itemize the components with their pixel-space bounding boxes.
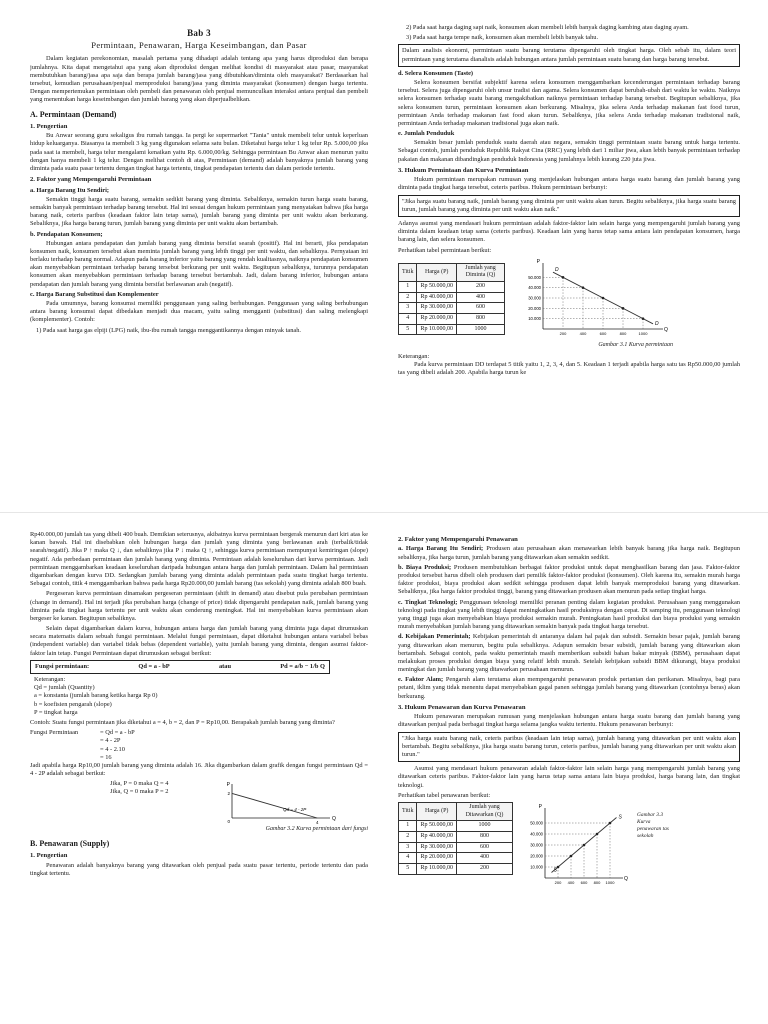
data-point bbox=[583, 844, 586, 847]
supply-factor-text: Kebijakan pemerintah di antaranya dalam hal pajak dan subsidi. Semakin besar pajak, jumlah barang yang ditawarkan akan menurun, begitu pula sebaliknya. Adapun semakin besar subsidi, jumlah barang yang ditawarkan akan bertambah. Sebagai contoh, pada waktu pemerintah masih memberikan subsidi bahan bakar minyak (BBM), perusahaan dapat melakukan proses produksi dengan biaya yang relatif lebih murah. Setelah kebijakan subsidi BBM dikurangi, biaya produksi meningkat dan jumlah barang yang ditawarkan perusahaan menurun. bbox=[398, 633, 740, 674]
supply-factor-heading: d. Kebijakan Pemerintah; bbox=[398, 633, 471, 641]
page-1-left-column bbox=[30, 28, 368, 512]
function-figure-caption: Gambar 3.2 Kurva permintaan dari fungsi bbox=[265, 826, 368, 833]
x-tick-label: 200 bbox=[559, 330, 567, 336]
data-point bbox=[557, 866, 560, 869]
table-cell: 2 bbox=[399, 292, 417, 303]
supply-factor-text: Penggunaan teknologi memiliki peranan penting dalam kegiatan produksi. Perusahaan yang menggunakan teknologi pada tingkat yang lebih tinggi dapat meningkatkan hasil produksinya dengan cepat. Di samping itu, penggunaan teknologi yang tinggi juga akan menyebabkan biaya produksi semakin murah. Peningkatan hasil produksi dan biaya produksi yang semakin murah menyebabkan jumlah barang yang ditawarkan semakin banyak pada tingkat harga tersebut. bbox=[398, 598, 740, 631]
data-point bbox=[622, 307, 625, 310]
subsection-faktor: 2. Faktor yang Mempengaruhi Permintaan bbox=[30, 176, 152, 184]
data-point bbox=[602, 296, 605, 299]
table-cell: Rp 30.000,00 bbox=[417, 303, 457, 314]
y-tick-label: 20.000 bbox=[530, 853, 543, 859]
data-point bbox=[596, 833, 599, 836]
page-2 bbox=[0, 512, 768, 1024]
table-cell: 800 bbox=[456, 831, 512, 842]
x-tick-label: 600 bbox=[599, 330, 607, 336]
supply-factor-heading: c. Tingkat Teknologi; bbox=[398, 598, 458, 606]
y-tick-label: 40.000 bbox=[530, 831, 543, 837]
keterangan-label: Keterangan: bbox=[398, 352, 430, 360]
table-cell: Rp 10.000,00 bbox=[417, 324, 457, 335]
y-tick-label: 20.000 bbox=[528, 305, 541, 311]
table-cell: Rp 50.000,00 bbox=[417, 282, 457, 293]
supply-law-box: "Jika harga suatu barang naik, ceteris paribus (keadaan lain tetap sama), jumlah barang yang ditawarkan per unit waktu akan bertambah. Begitu sebaliknya, jika harga suatu barang turun, ceteris paribus, jumlah barang yang ditawarkan per unit waktu akan turun." bbox=[398, 732, 740, 763]
factor-c-heading: c. Harga Barang Substitusi dan Komplementer bbox=[30, 290, 159, 298]
data-point bbox=[582, 286, 585, 289]
page-1-right-column bbox=[398, 24, 740, 512]
table-row bbox=[399, 853, 513, 864]
section-a-heading: A. Permintaan (Demand) bbox=[30, 109, 117, 119]
function-demand-chart bbox=[220, 780, 340, 826]
origin-label: 0 bbox=[227, 819, 230, 825]
pengertian-paragraph: Bu Anwar seorang guru sekaligus ibu rumah tangga. Ia pergi ke supermarket "Tania" untuk membeli telur untuk keperluan hidup keluarganya. Biasanya ia membeli 3 kg yang digunakan selama satu bulan. Diketahui harga telur 1 kg telur Rp. 5.000,00 jika pada saat ia membeli, harga telur mengalami kenaikan yaitu Rp. 6.000,00/kg. Sehingga permintaan Bu Anwar akan menurun yaitu dengan hanya membeli 1 kg telur. Dengan melihat contoh di atas, Permintaan (demand) adalah banyaknya jumlah barang yang diminta pada suatu pasar tertentu dengan tingkat harga tertentu, tingkat pendapatan tertentu dan dalam periode tertentu. bbox=[30, 132, 368, 172]
table-header: Harga (P) bbox=[417, 263, 457, 281]
table-row bbox=[399, 831, 513, 842]
page-2-right-column bbox=[398, 533, 740, 1024]
penawaran-paragraph: Penawaran adalah banyaknya barang yang ditawarkan oleh penjual pada suatu pasar tertentu, periode tertentu dan pada tingkat tertentu. bbox=[30, 861, 368, 877]
factor-c-example-3: 3) Pada saat harga tempe naik, konsumen akan membeli lebih banyak tahu. bbox=[406, 34, 599, 42]
subsection-pengertian-penawaran: 1. Pengertian bbox=[30, 852, 68, 860]
supply-asumsi-paragraph: Asumsi yang mendasari hukum penawaran adalah faktor-faktor lain selain harga yang mempengaruhi jumlah barang yang ditawarkan ceteris paribus. Faktor-faktor lain yang harus tetap sama antara lain biaya produksi, harga barang lain, dan tingkat teknologi. bbox=[398, 765, 740, 789]
table-row bbox=[399, 324, 505, 335]
series-line bbox=[232, 794, 317, 819]
factor-c-example-1: 1) Pada saat harga gas elpiji (LPG) naik, ibu-ibu rumah tangga menggantikannya dengan minyak tanah. bbox=[36, 326, 302, 334]
y-tick-label: 40.000 bbox=[528, 284, 541, 290]
chapter-title: Permintaan, Penawaran, Harga Keseimbangan, dan Pasar bbox=[91, 39, 307, 50]
factor-d-heading: d. Selera Konsumen (Taste) bbox=[398, 69, 474, 77]
demand-law-box: "Jika harga suatu barang naik, jumlah barang yang diminta per unit waktu akan turun. Begitu sebaliknya, jika harga suatu barang turun, jumlah barang yang diminta per unit waktu akan naik." bbox=[398, 195, 740, 217]
demand-figure bbox=[513, 257, 673, 350]
table-cell: 1000 bbox=[456, 324, 504, 335]
y-tick-label: 10.000 bbox=[528, 315, 541, 321]
x-axis-label: Q bbox=[623, 875, 628, 882]
table-header: Harga (P) bbox=[417, 802, 457, 820]
table-cell: Rp 50.000,00 bbox=[417, 821, 457, 832]
supply-figure-caption: Gambar 3.3 Kurva penawaran tas sekolah bbox=[636, 811, 669, 839]
data-point bbox=[562, 276, 565, 279]
table-cell: 4 bbox=[399, 853, 417, 864]
y-tick-label: 10.000 bbox=[530, 864, 543, 870]
supply-factor-item bbox=[398, 545, 740, 561]
factor-e-paragraph: Semakin besar jumlah penduduk suatu daerah atau negara, semakin tinggi permintaan suatu barang untuk harga tertentu. Sebagai contoh, jumlah penduduk Republik Rakyat Cina (RRC) yang lebih dari 1 miliar jiwa, akan lebih banyak permintaan terhadap pakaian dan makanan dibandingkan penduduk Indonesia yang jumlahnya lebih kurang 220 juta jiwa. bbox=[398, 139, 740, 163]
hukum-penawaran-paragraph: Hukum penawaran merupakan rumusan yang menjelaskan hubungan antara harga suatu barang dan jumlah barang yang ditawarkan penjual pada berbagai tingkat harga selama jangka waktu tertentu. Hukum penawaran berbunyi: bbox=[398, 713, 740, 729]
table-cell: 3 bbox=[399, 842, 417, 853]
y-tick-label: 30.000 bbox=[528, 295, 541, 301]
series-label: Qd = 4 - 2P bbox=[283, 807, 307, 813]
factor-b-heading: b. Pendapatan Konsumen; bbox=[30, 230, 103, 238]
demand-table bbox=[398, 263, 505, 336]
table-header: Titik bbox=[399, 263, 417, 281]
x-tick-label: 4 bbox=[315, 820, 319, 826]
series-label: S bbox=[618, 814, 622, 821]
y-axis-label: P bbox=[536, 258, 540, 265]
table-header: Titik bbox=[399, 802, 417, 820]
table-cell: Rp 20.000,00 bbox=[417, 314, 457, 325]
condition-line: Jika, P = 0 maka Q = 4 bbox=[110, 780, 169, 788]
table-cell: 3 bbox=[399, 303, 417, 314]
table-cell: 200 bbox=[456, 863, 512, 874]
chapter-label: Bab 3 bbox=[187, 28, 211, 38]
demand-table-header-row bbox=[399, 263, 505, 281]
table-cell: 1000 bbox=[456, 821, 512, 832]
supply-factor-item bbox=[398, 633, 740, 674]
function-label: Fungsi permintaan: bbox=[35, 662, 90, 670]
supply-factor-text: Pengaruh alam terutama akan mempengaruhi penawaran produk pertanian dan perikanan. Misalnya, bagi para petani, iklim yang tidak menentu dapat menyebabkan gagal panen sehingga jumlah barang yang ditawarkan (contohnya beras) akan berkurang. bbox=[398, 676, 740, 700]
legend-item: b = koefisien pengarah (slope) bbox=[34, 700, 112, 708]
table-cell: 4 bbox=[399, 314, 417, 325]
table-row bbox=[399, 842, 513, 853]
table-cell: 400 bbox=[456, 853, 512, 864]
table-header: Jumlah yang Ditawarkan (Q) bbox=[456, 802, 512, 820]
subsection-hukum-penawaran: 3. Hukum Penawaran dan Kurva Penawaran bbox=[398, 703, 526, 711]
legend-item: Qd = jumlah (Quantity) bbox=[34, 684, 95, 692]
subsection-faktor-penawaran: 2. Faktor yang Mempengaruhi Penawaran bbox=[398, 536, 518, 543]
table-row bbox=[399, 314, 505, 325]
factor-d-paragraph: Selera konsumen bersifat subjektif karena selera konsumen menggambarkan kecenderungan permintaan terhadap barang tersebut. Selera juga dipengaruhi oleh unsur tradisi dan agama. Selera konsumen dapat berubah-ubah dari waktu ke waktu. Naiknya selera konsumen terhadap suatu barang mengakibatkan naiknya permintaan terhadap barang tersebut. Begitupun sebaliknya, jika selera konsumen turun, permintaan konsumen akan berkurang. Misalnya, jika selera Anda terhadap makanan fast food turun, permintaan Anda terhadap makanan fast food akan turun. Sebaliknya, jika selera Anda terhadap makanan tradisional naik, permintaan Anda terhadap makanan tradisional juga akan naik. bbox=[398, 78, 740, 127]
supply-factor-heading: a. Harga Barang Itu Sendiri; bbox=[398, 545, 484, 553]
demand-function-box bbox=[30, 660, 330, 674]
table-cell: 5 bbox=[399, 863, 417, 874]
table-row bbox=[399, 821, 513, 832]
table-cell: 600 bbox=[456, 842, 512, 853]
condition-line: Jika, Q = 0 maka P = 2 bbox=[110, 788, 169, 796]
x-tick-label: 800 bbox=[593, 879, 601, 885]
table-cell: Rp 20.000,00 bbox=[417, 853, 457, 864]
example-paragraph: Contoh: Suatu fungsi permintaan jika diketahui a = 4, b = 2, dan P = Rp10,00. Berapakah jumlah barang yang diminta? bbox=[30, 718, 335, 726]
x-tick-label: 800 bbox=[619, 330, 627, 336]
worked-step: = 16 bbox=[100, 753, 112, 761]
demand-table-caption: Perhatikan tabel permintaan berikut: bbox=[398, 246, 492, 254]
supply-table bbox=[398, 802, 513, 875]
supply-factor-text: Produsen membutuhkan berbagai faktor produksi untuk dapat menghasilkan barang dan jasa. Faktor-faktor produksi tersebut harus dibeli oleh produsen dari pemilik faktor-faktor produksi (konsumen). Oleh karena itu, semakin murah harga faktor produksi, biaya produksi akan sedikit sehingga produsen dapat lebih banyak memproduksi barang yang ditawarkan. Sebaliknya, jika harga faktor produksi tinggi, barang yang ditawarkan produsen akan menurun pada setiap tingkat harga. bbox=[398, 563, 740, 596]
table-cell: 1 bbox=[399, 282, 417, 293]
table-row bbox=[399, 282, 505, 293]
y-tick-label: 2 bbox=[227, 791, 230, 797]
function-graph-row bbox=[30, 780, 368, 826]
y-tick-label: 50.000 bbox=[530, 820, 543, 826]
demand-figure-caption: Gambar 3.1 Kurva permintaan bbox=[598, 341, 673, 348]
supply-table-caption: Perhatikan tabel penawaran berikut: bbox=[398, 791, 491, 799]
factor-c-example-2: 2) Pada saat harga daging sapi naik, konsumen akan membeli lebih banyak daging kambing atau daging ayam. bbox=[406, 24, 689, 31]
function-atau: atau bbox=[218, 662, 232, 670]
page-2-left-column bbox=[30, 531, 368, 1024]
keterangan-paragraph: Pada kurva permintaan DD terdapat 5 titik yaitu 1, 2, 3, 4, dan 5. Keadaan 1 terjadi apabila harga satu tas Rp50.000,00 jumlah tas yang dibeli adalah 200. Apabila harga turun ke bbox=[398, 360, 740, 376]
factor-e-heading: e. Jumlah Penduduk bbox=[398, 130, 455, 138]
table-cell: 600 bbox=[456, 303, 504, 314]
factor-b-paragraph: Hubungan antara pendapatan dan jumlah barang yang diminta bersifat searah (positif). Hal ini berarti, jika pendapatan konsumen naik, konsumen tersebut akan meminta jumlah barang yang lebih tinggi per unit waktu, dan sebaliknya. Pernyataan ini berlaku terhadap barang normal. Adapun pada barang inferior yaitu barang yang rendah kualitasnya, naiknya pendapatan konsumen akan menyebabkan permintaan terhadap barang tersebut berkurang per unit waktu. Begitupun sebaliknya, turunnya pendapatan konsumen akan menyebabkan permintaan terhadap barang tersebut bertambah. Jadi, dalam barang inferior, hubungan antara pendapatan dan jumlah barang yang diminta bersifat berlawanan arah (negatif). bbox=[30, 239, 368, 288]
supply-factor-text: Produsen atau perusahaan akan menawarkan lebih banyak barang jika harga naik. Begitupun sebaliknya, jika harga turun, jumlah barang yang ditawarkan akan semakin sedikit. bbox=[398, 545, 740, 561]
factor-c-paragraph: Pada umumnya, barang konsumsi memiliki penggunaan yang saling berhubungan. Penggunaan yang saling berhubungan antara barang konsumsi dapat dibedakan menjadi dua macam, yaitu saling mengganti (substitusi) dan saling melengkapi (komplementer). Contoh: bbox=[30, 300, 368, 324]
series-label: S bbox=[553, 867, 557, 874]
supply-factor-item bbox=[398, 564, 740, 597]
worked-step: = Qd = a - bP bbox=[100, 729, 135, 737]
table-cell: Rp 30.000,00 bbox=[417, 842, 457, 853]
series-label: D bbox=[654, 320, 659, 327]
table-cell: Rp 10.000,00 bbox=[417, 863, 457, 874]
worked-example-steps bbox=[100, 729, 135, 762]
factor-a-heading: a. Harga Barang Itu Sendiri; bbox=[30, 186, 109, 194]
y-tick-label: 50.000 bbox=[528, 274, 541, 280]
table-cell: 5 bbox=[399, 324, 417, 335]
data-point bbox=[609, 822, 612, 825]
legend-item: P = tingkat harga bbox=[34, 708, 78, 716]
worked-step: = 4 - 2P bbox=[100, 737, 121, 745]
section-b-heading: B. Penawaran (Supply) bbox=[30, 838, 110, 848]
table-cell: Rp 40.000,00 bbox=[417, 292, 457, 303]
analysis-box: Dalam analisis ekonomi, permintaan suatu barang terutama dipengaruhi oleh tingkat harga. Oleh sebab itu, dalam teori permintaan yang terutama dianalisis adalah hubungan antara jumlah permintaan suatu barang dan harga barang tersebut. bbox=[398, 44, 740, 66]
data-point bbox=[642, 317, 645, 320]
legend-item: a = konstanta (jumlah barang ketika harga Rp 0) bbox=[34, 692, 158, 700]
table-cell: 2 bbox=[399, 831, 417, 842]
table-cell: Rp 40.000,00 bbox=[417, 831, 457, 842]
continued-paragraph: Rp40.000,00 jumlah tas yang dibeli 400 buah. Demikian seterusnya, akibatnya kurva permintaan bergerak menurun dari kiri atas ke kanan bawah. Hal ini disebabkan oleh hubungan harga dan jumlah yang diminta yang berlawanan arah (terbalik/tidak searah/negatif). Jika P ↑ maka Q ↓, dan sebaliknya jika P ↓ maka Q ↑, sehingga kurva permintaan mempunyai kemiringan (slope) negatif. Ada perbedaan permintaan dan jumlah barang yang diminta. Permintaan adalah keseluruhan dari kurva permintaan. Jadi permintaan menggambarkan keadaan keseluruhan daripada hubungan antara harga dan jumlah permintaan. Dalam hal permintaan digambarkan dengan kurva DD. Sedangkan jumlah barang yang diminta adalah permintaan pada suatu tingkat harga tertentu. Sebagai contoh, titik 4 menggambarkan bahwa pada harga Rp20.000,00 jumlah barang (tas sekolah) yang diminta adalah 800 buah. bbox=[30, 531, 368, 588]
x-axis-label: Q bbox=[332, 816, 336, 823]
x-tick-label: 1000 bbox=[605, 879, 615, 885]
table-cell: 200 bbox=[456, 282, 504, 293]
demand-curve-chart bbox=[513, 257, 673, 339]
function-equation-1: Qd = a - bP bbox=[138, 662, 170, 670]
graph-conditions bbox=[30, 780, 210, 826]
x-tick-label: 400 bbox=[579, 330, 587, 336]
supply-table-header-row bbox=[399, 802, 513, 820]
factor-a-paragraph: Semakin tinggi harga suatu barang, semakin sedikit barang yang diminta. Sebaliknya, semakin turun harga suatu barang, semakin banyak permintaan terhadap barang tersebut. Hal ini sesuai dengan hukum permintaan yang menyatakan bahwa jika harga barang naik, ceteris paribus (keadaan faktor lain tetap sama), jumlah barang yang diminta per unit waktu akan berkurang. Sebaliknya, jika harga barang turun, jumlah barang yang diminta per unit waktu akan bertambah. bbox=[30, 195, 368, 228]
table-cell: 400 bbox=[456, 292, 504, 303]
worked-example bbox=[30, 729, 368, 762]
supply-table-figure-row bbox=[398, 802, 740, 888]
demand-table-figure-row bbox=[398, 257, 740, 350]
supply-factor-heading: b. Biaya Produksi; bbox=[398, 563, 452, 571]
y-tick-label: 30.000 bbox=[530, 842, 543, 848]
asumsi-paragraph: Adanya asumsi yang mendasari hukum permintaan adalah faktor-faktor lain selain harga yang mempengaruhi jumlah barang yang diminta dalam keadaan tetap sama (ceteris paribus). Keadaan lain yang harus tetap sama antara lain pendapatan konsumen, harga barang lain, dan selera konsumen. bbox=[398, 220, 740, 244]
supply-factor-item bbox=[398, 676, 740, 701]
shift-demand-paragraph: Pergeseran kurva permintaan dinamakan pergeseran permintaan (shift in demand) atau disebut pula perubahan permintaan (change in demand). Hal ini terjadi jika perubahan harga (change of price) tidak dipengaruhi pendapatan naik, jumlah barang yang diminta pada tingkat harga tertentu per unit waktu akan cenderung meningkat. Hal ini menyebabkan kurva permintaan akan bergeser ke kanan. Begitupun sebaliknya. bbox=[30, 590, 368, 622]
legend-heading: Keterangan: bbox=[34, 676, 66, 683]
supply-factors-list bbox=[398, 545, 740, 700]
conclusion-paragraph: Jadi apabila harga Rp10,00 jumlah barang yang diminta adalah 16. Jika digambarkan dalam grafik dengan fungsi permintaan Qd = 4 - 2P adalah sebagai berikut: bbox=[30, 761, 368, 778]
supply-factor-item bbox=[398, 599, 740, 632]
table-row bbox=[399, 303, 505, 314]
worked-example-label: Fungsi Permintaan bbox=[30, 729, 79, 737]
x-tick-label: 1000 bbox=[638, 330, 648, 336]
x-tick-label: 400 bbox=[567, 879, 575, 885]
supply-factor-heading: e. Faktor Alam; bbox=[398, 676, 444, 684]
intro-paragraph: Dalam kegiatan perekonomian, masalah pertama yang dihadapi adalah tentang apa yang harus diproduksi dan berapa jumlahnya. Kita dapat mengetahui apa yang akan diproduksi dengan melihat kondisi di masyarakat atau pasar, masyarakat membutuhkan barang/jasa apa saja dan berapa jumlah barang/jasa yang dibutuhkan/diminta oleh masyarakat? Berdasarkan hal tersebut, kemudian perusahaan/penjual memproduksi barang/jasa yang diminta masyarakat (konsumen) dengan harga tertentu. Dengan mempertemukan permintaan oleh pembeli dan penawaran oleh penjual memunculkan interaksi antara penjual dan pembeli yang menentukan harga keseimbangan dan jumlah barang yang akan diperjualbelikan. bbox=[30, 55, 368, 104]
x-tick-label: 600 bbox=[580, 879, 588, 885]
x-tick-label: 200 bbox=[554, 879, 562, 885]
function-legend bbox=[30, 676, 368, 717]
function-intro-paragraph: Selain dapat digambarkan dalam kurva, hubungan antara harga dan jumlah barang yang diminta juga dapat dirumuskan secara matematis dalam sebuah fungsi permintaan. Melalui fungsi permintaan, dapat diketahui hubungan antara variabel bebas (independent variable) dan variabel tidak bebas (dependent variable), yaitu jumlah barang yang diminta, dengan asumsi faktor-faktor lain tetap. Fungsi Permintaan dapat dirumuskan sebagai berikut: bbox=[30, 625, 368, 657]
x-axis-label: Q bbox=[663, 326, 668, 333]
table-row bbox=[399, 292, 505, 303]
subsection-hukum-permintaan: 3. Hukum Permintaan dan Kurva Permintaan bbox=[398, 166, 529, 174]
table-cell: 800 bbox=[456, 314, 504, 325]
hukum-permintaan-paragraph: Hukum permintaan merupakan rumusan yang menjelaskan hubungan antara harga suatu barang dan jumlah barang yang diminta pada tingkat harga tersebut, ceteris paribus. Hukum permintaan berbunyi: bbox=[398, 176, 740, 192]
data-point bbox=[570, 855, 573, 858]
function-equation-2: Pd = a/b − 1/b Q bbox=[280, 662, 325, 670]
series-label: D bbox=[554, 266, 559, 273]
y-axis-label: P bbox=[226, 782, 230, 789]
y-axis-label: P bbox=[538, 803, 542, 810]
subsection-pengertian: 1. Pengertian bbox=[30, 122, 68, 130]
table-header: Jumlah yang Diminta (Q) bbox=[456, 263, 504, 281]
worked-step: = 4 - 2.10 bbox=[100, 745, 125, 753]
table-cell: 1 bbox=[399, 821, 417, 832]
supply-curve-chart bbox=[519, 802, 631, 888]
table-row bbox=[399, 863, 513, 874]
